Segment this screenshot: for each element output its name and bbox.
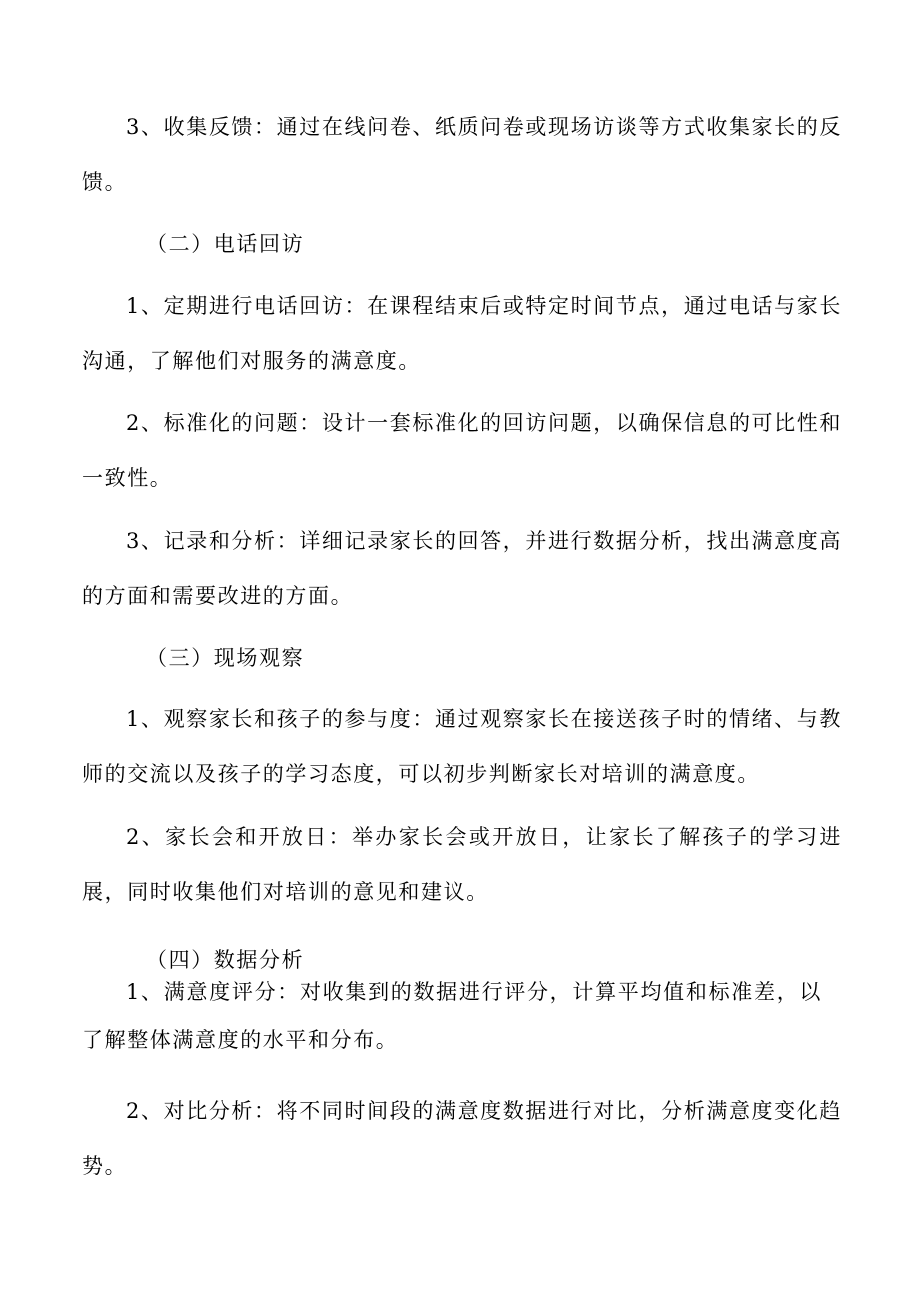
paragraph-comparative-analysis: 2、对比分析：将不同时间段的满意度数据进行对比，分析满意度变化趋势。 — [82, 1099, 842, 1178]
paragraph-regular-phone-followup: 1、定期进行电话回访：在课程结束后或特定时间节点，通过电话与家长沟通，了解他们对服务的满意度。 — [82, 294, 842, 373]
paragraph-observe-participation: 1、观察家长和孩子的参与度：通过观察家长在接送孩子时的情绪、与教师的交流以及孩子的学习态度，可以初步判断家长对培训的满意度。 — [82, 707, 842, 786]
section-heading-data-analysis: （四）数据分析 — [146, 948, 305, 972]
paragraph-standardized-questions: 2、标准化的问题：设计一套标准化的回访问题，以确保信息的可比性和一致性。 — [82, 411, 842, 490]
section-heading-onsite-observation: （三）现场观察 — [146, 646, 305, 670]
paragraph-collect-feedback: 3、收集反馈：通过在线问卷、纸质问卷或现场访谈等方式收集家长的反馈。 — [82, 115, 842, 194]
paragraph-satisfaction-score: 1、满意度评分：对收集到的数据进行评分，计算平均值和标准差，以了解整体满意度的水平和分布。 — [82, 980, 822, 1052]
section-heading-phone-followup: （二）电话回访 — [146, 232, 305, 256]
paragraph-record-analysis: 3、记录和分析：详细记录家长的回答，并进行数据分析，找出满意度高的方面和需要改进的方面。 — [82, 529, 842, 608]
paragraph-parent-meeting: 2、家长会和开放日：举办家长会或开放日，让家长了解孩子的学习进展，同时收集他们对培训的意见和建议。 — [82, 825, 842, 904]
